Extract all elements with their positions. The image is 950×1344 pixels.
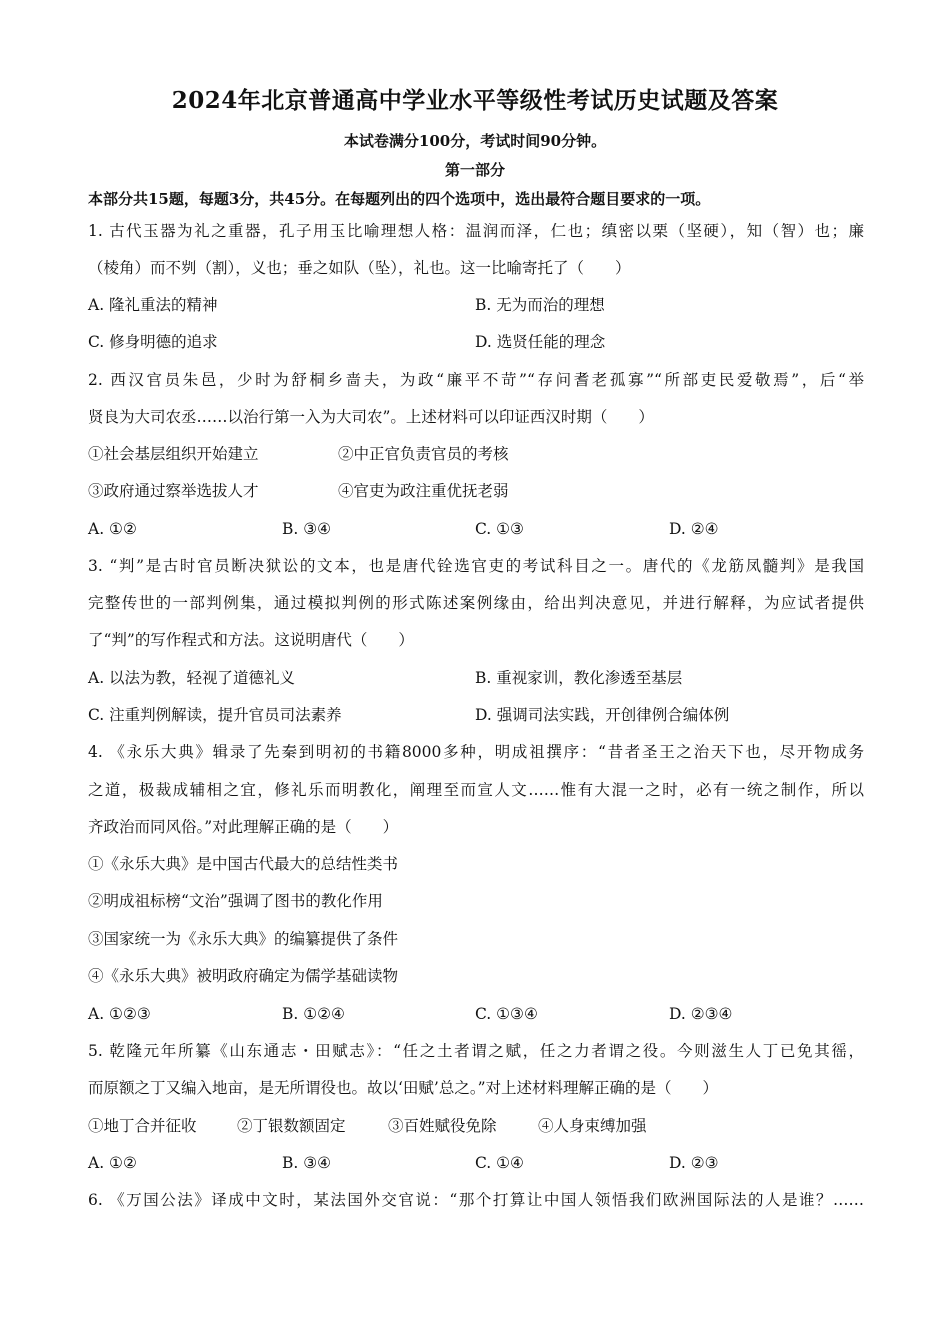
question-2-option-d: D. ②④ (669, 520, 719, 538)
question-4-text-line-2: 之道，极裁成辅相之宜，修礼乐而明教化，阐理至而宣人文……惟有大混一之时，必有一统之制作，所以 (88, 781, 864, 799)
question-5-option-b: B. ③④ (282, 1154, 332, 1172)
question-5-option-d: D. ②③ (669, 1154, 719, 1172)
question-6-text-line-1: 6. 《万国公法》译成中文时，某法国外交官说：“那个打算让中国人领悟我们欧洲国际法的人是谁？…… (88, 1191, 864, 1209)
question-4-statement-1: ①《永乐大典》是中国古代最大的总结性类书 (88, 855, 399, 873)
question-2-option-a: A. ①② (88, 520, 137, 538)
question-5-statement-4: ④人身束缚加强 (538, 1117, 647, 1135)
question-3-option-a: A. 以法为教，轻视了道德礼义 (88, 669, 296, 687)
question-1-option-c: C. 修身明德的追求 (88, 333, 218, 351)
question-5-statement-2: ②丁银数额固定 (237, 1117, 346, 1135)
question-1-text-line-1: 1. 古代玉器为礼之重器，孔子用玉比喻理想人格：温润而泽，仁也；缜密以栗（坚硬），知（智）也；廉 (88, 222, 864, 240)
question-4-option-b: B. ①②④ (282, 1005, 345, 1023)
question-1-option-d: D. 选贤任能的理念 (475, 333, 606, 351)
question-2-statement-1: ①社会基层组织开始建立 (88, 445, 259, 463)
question-1-text-line-2: （棱角）而不刿（割），义也；垂之如队（坠），礼也。这一比喻寄托了（ ） (88, 259, 631, 277)
question-1-option-a: A. 隆礼重法的精神 (88, 296, 218, 314)
question-4-statement-2: ②明成祖标榜“文治”强调了图书的教化作用 (88, 892, 383, 910)
question-4-text-line-3: 齐政治而同风俗。”对此理解正确的是（ ） (88, 818, 399, 836)
part-heading: 第一部分 (444, 161, 505, 179)
question-3-option-d: D. 强调司法实践，开创律例合编体例 (475, 706, 730, 724)
exam-subtitle: 本试卷满分100分，考试时间90分钟。 (343, 132, 607, 150)
question-5-option-c: C. ①④ (475, 1154, 524, 1172)
question-4-option-c: C. ①③④ (475, 1005, 538, 1023)
question-5-statement-1: ①地丁合并征收 (88, 1117, 197, 1135)
question-3-option-c: C. 注重判例解读，提升官员司法素养 (88, 706, 342, 724)
question-5-statement-3: ③百姓赋役免除 (388, 1117, 497, 1135)
question-4-statement-4: ④《永乐大典》被明政府确定为儒学基础读物 (88, 967, 399, 985)
question-5-text-line-1: 5. 乾隆元年所纂《山东通志・田赋志》：“任之土者谓之赋，任之力者谓之役。今则滋生人丁已免其徭， (88, 1042, 864, 1060)
question-4-option-a: A. ①②③ (88, 1005, 151, 1023)
question-2-text-line-1: 2. 西汉官员朱邑，少时为舒桐乡啬夫，为政“廉平不苛”“存问耆老孤寡”“所部吏民爱敬焉”，后“举 (88, 371, 864, 389)
question-2-option-b: B. ③④ (282, 520, 332, 538)
question-5-option-a: A. ①② (88, 1154, 137, 1172)
question-3-text-line-1: 3. “判”是古时官员断决狱讼的文本，也是唐代铨选官吏的考试科目之一。唐代的《龙筋凤髓判》是我国 (88, 557, 864, 575)
question-2-statement-3: ③政府通过察举选拔人才 (88, 482, 259, 500)
question-2-statement-2: ②中正官负责官员的考核 (338, 445, 509, 463)
question-3-option-b: B. 重视家训，教化渗透至基层 (475, 669, 683, 687)
question-2-statement-4: ④官吏为政注重优抚老弱 (338, 482, 509, 500)
page-title: 2024年北京普通高中学业水平等级性考试历史试题及答案 (171, 87, 779, 114)
question-4-statement-3: ③国家统一为《永乐大典》的编纂提供了条件 (88, 930, 399, 948)
section-instructions: 本部分共15题，每题3分，共45分。在每题列出的四个选项中，选出最符合题目要求的一项。 (88, 190, 711, 208)
question-5-text-line-2: 而原额之丁又编入地亩，是无所谓役也。故以‘田赋’总之。”对上述材料理解正确的是（ ） (88, 1079, 719, 1097)
question-1-option-b: B. 无为而治的理想 (475, 296, 605, 314)
question-2-text-line-2: 贤良为大司农丞……以治行第一入为大司农”。上述材料可以印证西汉时期（ ） (88, 408, 654, 426)
question-3-text-line-2: 完整传世的一部判例集，通过模拟判例的形式陈述案例缘由，给出判决意见，并进行解释，为应试者提供 (88, 594, 864, 612)
question-3-text-line-3: 了“判”的写作程式和方法。这说明唐代（ ） (88, 631, 414, 649)
question-4-text-line-1: 4. 《永乐大典》辑录了先秦到明初的书籍8000多种，明成祖撰序：“昔者圣王之治天下也，尽开物成务 (88, 743, 864, 761)
question-2-option-c: C. ①③ (475, 520, 524, 538)
question-4-option-d: D. ②③④ (669, 1005, 733, 1023)
